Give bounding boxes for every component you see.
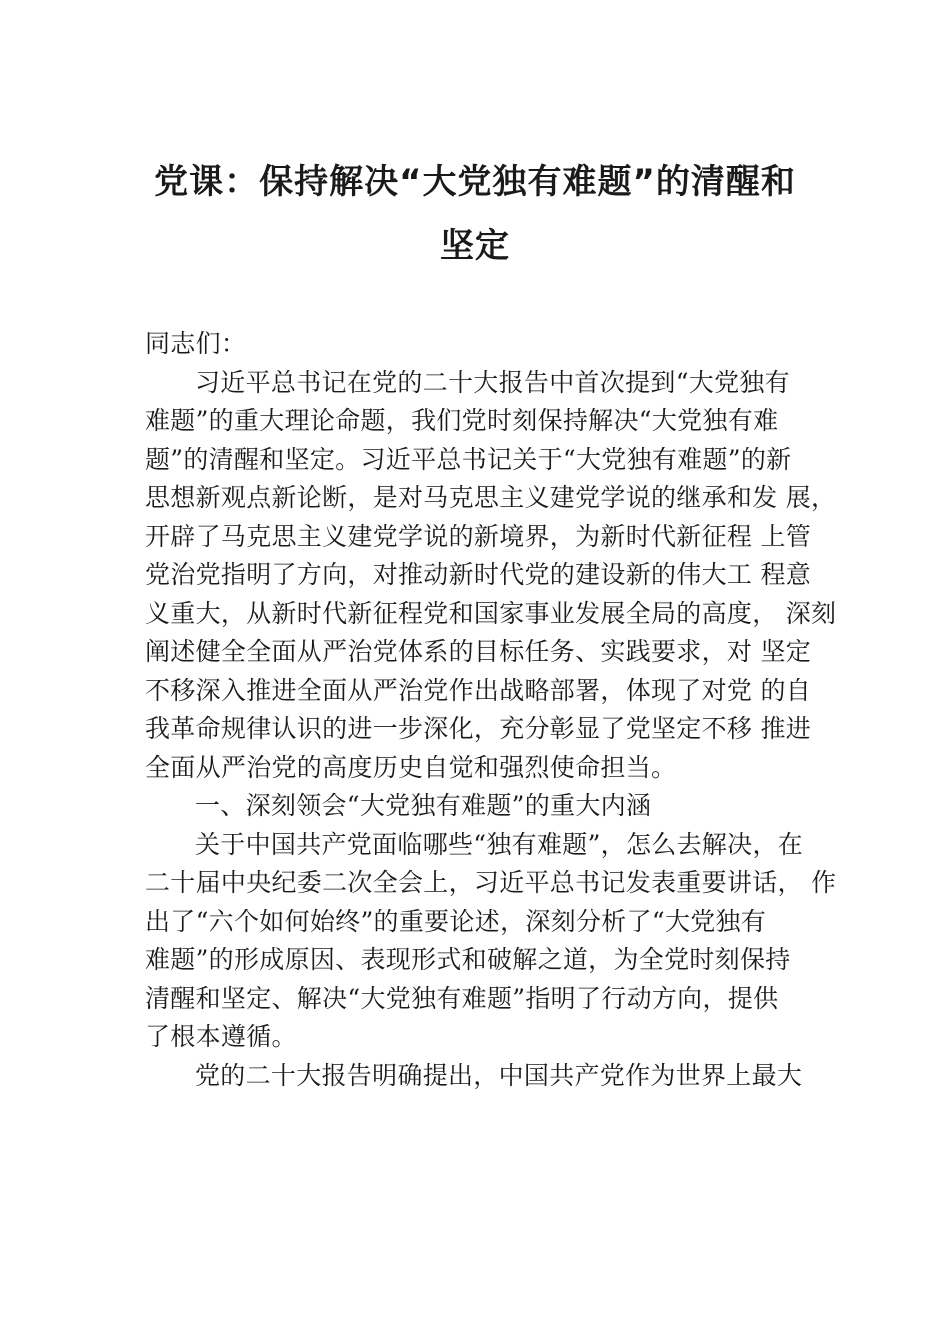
text-line: 我革命规律认识的进一步深化，充分彰显了党坚定不移 推进 [145, 714, 812, 743]
text-line: 义重大，从新时代新征程党和国家事业发展全局的高度， 深刻 [145, 598, 837, 628]
text-line: 清醒和坚定、解决“大党独有难题”指明了行动方向，提供 [145, 983, 779, 1013]
text-line: 习近平总书记在党的二十大报告中首次提到“大党独有 [195, 367, 790, 397]
text-line: 出了“六个如何始终”的重要论述，深刻分析了“大党独有 [145, 906, 767, 936]
text-line: 题”的清醒和坚定。习近平总书记关于“大党独有难题”的新 [145, 444, 792, 474]
salutation: 同志们： [145, 329, 247, 358]
text-line: 难题”的重大理论命题，我们党时刻保持解决“大党独有难 [145, 406, 779, 435]
text-line: 不移深入推进全面从严治党作出战略部署，体现了对党 的自 [145, 675, 812, 705]
text-line: 了根本遵循。 [145, 1022, 297, 1051]
text-line: 全面从严治党的高度历史自觉和强烈使命担当。 [145, 752, 677, 782]
title-line-2: 坚定 [440, 226, 510, 266]
title-line-1: 党课：保持解决“大党独有难题”的清醒和 [154, 162, 796, 202]
text-line: 二十届中央纪委二次全会上，习近平总书记发表重要讲话， 作 [145, 868, 837, 897]
text-line: 党治党指明了方向，对推动新时代党的建设新的伟大工 程意 [145, 560, 812, 589]
text-line: 开辟了马克思主义建党学说的新境界，为新时代新征程 上管 [145, 521, 812, 551]
text-line: 阐述健全全面从严治党体系的目标任务、实践要求，对 坚定 [145, 637, 812, 666]
text-line: 难题”的形成原因、表现形式和破解之道，为全党时刻保持 [145, 945, 791, 974]
text-line: 思想新观点新论断，是对马克思主义建党学说的继承和发 展， [145, 483, 837, 512]
text-line: 关于中国共产党面临哪些“独有难题”，怎么去解决，在 [195, 829, 804, 859]
document-title [0, 150, 950, 278]
text-line: 一、深刻领会“大党独有难题”的重大内涵 [195, 791, 652, 820]
document-body [145, 325, 845, 1095]
body-text [145, 364, 845, 1096]
text-line: 党的二十大报告明确提出，中国共产党作为世界上最大 [195, 1060, 803, 1090]
